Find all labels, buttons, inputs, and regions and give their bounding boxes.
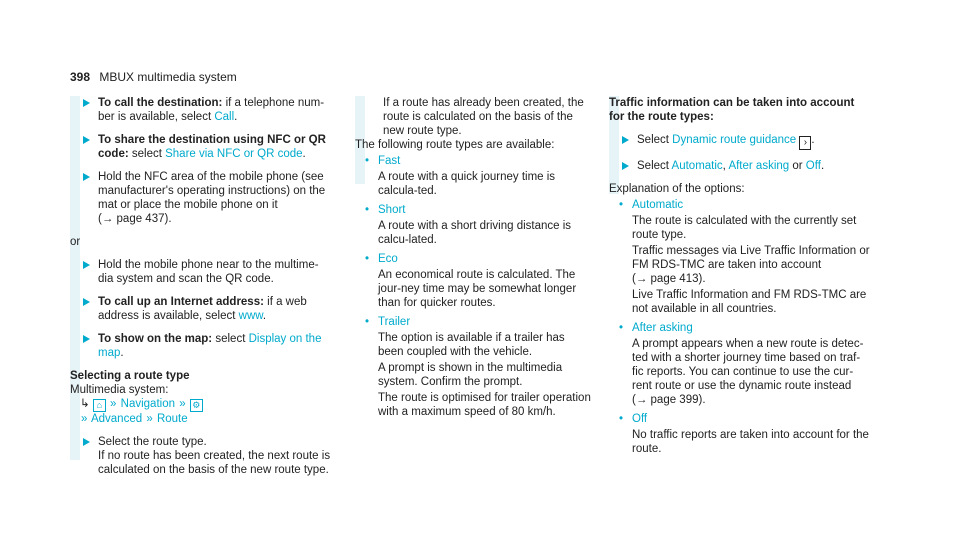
advanced-link[interactable]: Advanced xyxy=(90,413,143,425)
step-arrow-icon xyxy=(83,99,90,107)
menu-path-continued xyxy=(70,412,332,426)
list-item xyxy=(365,154,593,198)
step-text: if a web address is available, select xyxy=(98,296,307,322)
step-arrow-icon xyxy=(83,298,90,306)
step-internet-address: To call up an Internet address: if a web address is available, select www. xyxy=(70,295,332,323)
intro-text: If a route has already been created, the route is calculated on the basis of the new route type. xyxy=(383,97,584,137)
step-text: Hold the NFC area of the mobile phone (see manufacturer's operating instructions) on the mat or place the mobile phone on it xyxy=(98,171,326,211)
step-bold: To call up an Internet address: xyxy=(98,296,264,308)
page-reference: (→ page 437). xyxy=(98,213,172,225)
list-item xyxy=(619,412,871,456)
after-asking-link[interactable]: After asking xyxy=(728,160,790,172)
bullet-icon: • xyxy=(365,316,370,328)
bullet-icon: • xyxy=(619,413,624,425)
list-item xyxy=(619,321,871,407)
www-link[interactable]: www xyxy=(238,310,263,322)
step-text: Select xyxy=(637,134,673,146)
step-detail: If no route has been created, the next route is calculated on the basis of the new route type. xyxy=(98,450,331,476)
step-arrow-icon xyxy=(83,173,90,181)
option-desc: Live Traffic Information and FM RDS-TMC are not available in all countries. xyxy=(632,289,867,315)
step-text: Select the route type. xyxy=(98,436,207,448)
traffic-heading: Traffic information can be taken into account for the route types: xyxy=(609,97,855,123)
call-link[interactable]: Call xyxy=(214,111,235,123)
route-type-short[interactable]: Short xyxy=(378,204,406,216)
option-desc: The route is calculated with the currently set route type. xyxy=(632,215,857,241)
step-show-on-map: To show on the map: select Display on the map. xyxy=(70,332,332,360)
step-share-destination: To share the destination using NFC or QR code: select Share via NFC or QR code. xyxy=(70,133,332,161)
option-desc: Traffic messages via Live Traffic Information or FM RDS-TMC are taken into account xyxy=(632,245,870,271)
route-type-trailer[interactable]: Trailer xyxy=(378,316,411,328)
page-reference: (→ page 413). xyxy=(632,273,706,285)
route-type-fast[interactable]: Fast xyxy=(378,155,401,167)
page-reference: (→ page 399). xyxy=(632,394,706,406)
options-intro: Explanation of the options: xyxy=(609,183,745,195)
route-type-eco[interactable]: Eco xyxy=(378,253,398,265)
step-text: Select xyxy=(637,160,672,172)
list-item xyxy=(365,315,593,419)
dynamic-route-guidance-link[interactable]: Dynamic route guidance xyxy=(672,134,797,146)
step-text: select xyxy=(128,148,166,160)
bullet-icon: • xyxy=(365,204,370,216)
bullet-icon: • xyxy=(365,253,370,265)
list-intro: The following route types are available: xyxy=(355,139,555,151)
route-type-list xyxy=(355,154,593,419)
or-label: or xyxy=(70,236,81,248)
option-after-asking[interactable]: After asking xyxy=(632,322,693,334)
home-icon[interactable]: ⌂ xyxy=(93,399,106,412)
step-select-route-type xyxy=(70,435,332,477)
step-arrow-icon xyxy=(83,438,90,446)
column-right xyxy=(609,96,871,461)
path-arrow-icon: ↳ xyxy=(80,398,90,410)
off-link[interactable]: Off xyxy=(805,160,821,172)
option-desc: A prompt appears when a new route is detec-ted with a shorter journey time based on traf-fic reports. You can continue to use the cur-rent route or use the dynamic route instead xyxy=(632,338,864,392)
step-text: select xyxy=(212,333,249,345)
step-arrow-icon xyxy=(622,162,629,170)
share-nfc-qr-link[interactable]: Share via NFC or QR code xyxy=(165,148,303,160)
route-link[interactable]: Route xyxy=(156,413,188,425)
route-type-desc: A route with a short driving distance is calcu-lated. xyxy=(378,220,572,246)
option-desc: No traffic reports are taken into account for the route. xyxy=(632,429,869,455)
bullet-icon: • xyxy=(365,155,370,167)
navigation-link[interactable]: Navigation xyxy=(120,398,175,410)
path-label: Multimedia system: xyxy=(70,384,169,396)
separator: , xyxy=(722,160,729,172)
step-call-destination: To call the destination: if a telephone num-ber is available, select Call. xyxy=(70,96,332,124)
step-bold: To share the destination using NFC or QR code: xyxy=(98,134,326,160)
bullet-icon: • xyxy=(619,322,624,334)
route-type-desc: A route with a quick journey time is calcula-ted. xyxy=(378,171,556,197)
list-item xyxy=(365,252,593,310)
route-type-desc: A prompt is shown in the multimedia system. Confirm the prompt. xyxy=(378,362,563,388)
step-select-option: Select Automatic, After asking or Off. xyxy=(609,159,871,173)
column-middle xyxy=(355,96,593,424)
list-item xyxy=(365,203,593,247)
page-number: 398 xyxy=(70,70,91,84)
route-type-desc: The route is optimised for trailer operation with a maximum speed of 80 km/h. xyxy=(378,392,591,418)
settings-icon[interactable]: ⚙ xyxy=(190,399,203,412)
step-bold: To show on the map: xyxy=(98,333,213,345)
section-title: Selecting a route type xyxy=(70,370,190,382)
step-scan-qr xyxy=(70,258,332,286)
step-arrow-icon xyxy=(622,136,629,144)
chevron-right-icon[interactable]: › xyxy=(799,136,811,150)
step-arrow-icon xyxy=(83,261,90,269)
step-select-dynamic-route: Select Dynamic route guidance › . xyxy=(609,133,871,150)
column-left xyxy=(70,96,332,486)
option-off[interactable]: Off xyxy=(632,413,648,425)
list-item xyxy=(619,198,871,316)
double-chevron-icon: » xyxy=(146,413,153,425)
route-type-desc: The option is available if a trailer has been coupled with the vehicle. xyxy=(378,332,565,358)
step-text: if a telephone num-ber is available, select xyxy=(98,97,325,123)
automatic-link[interactable]: Automatic xyxy=(671,160,723,172)
double-chevron-icon: » xyxy=(110,398,117,410)
options-list xyxy=(609,198,871,456)
step-arrow-icon xyxy=(83,136,90,144)
route-type-desc: An economical route is calculated. The jour-ney time may be somewhat longer than for quicker routes. xyxy=(378,269,577,309)
option-automatic[interactable]: Automatic xyxy=(632,199,684,211)
step-text: Hold the mobile phone near to the multime-dia system and scan the QR code. xyxy=(98,259,319,285)
bullet-icon: • xyxy=(619,199,624,211)
or-word: or xyxy=(789,160,806,172)
display-on-map-link[interactable]: Display on the map xyxy=(98,333,322,359)
step-arrow-icon xyxy=(83,335,90,343)
step-hold-nfc xyxy=(70,170,332,226)
step-bold: To call the destination: xyxy=(98,97,223,109)
page-header xyxy=(70,70,237,84)
page-title: MBUX multimedia system xyxy=(99,70,237,84)
double-chevron-icon: » xyxy=(81,413,88,425)
menu-path xyxy=(70,397,332,412)
double-chevron-icon: » xyxy=(179,398,186,410)
